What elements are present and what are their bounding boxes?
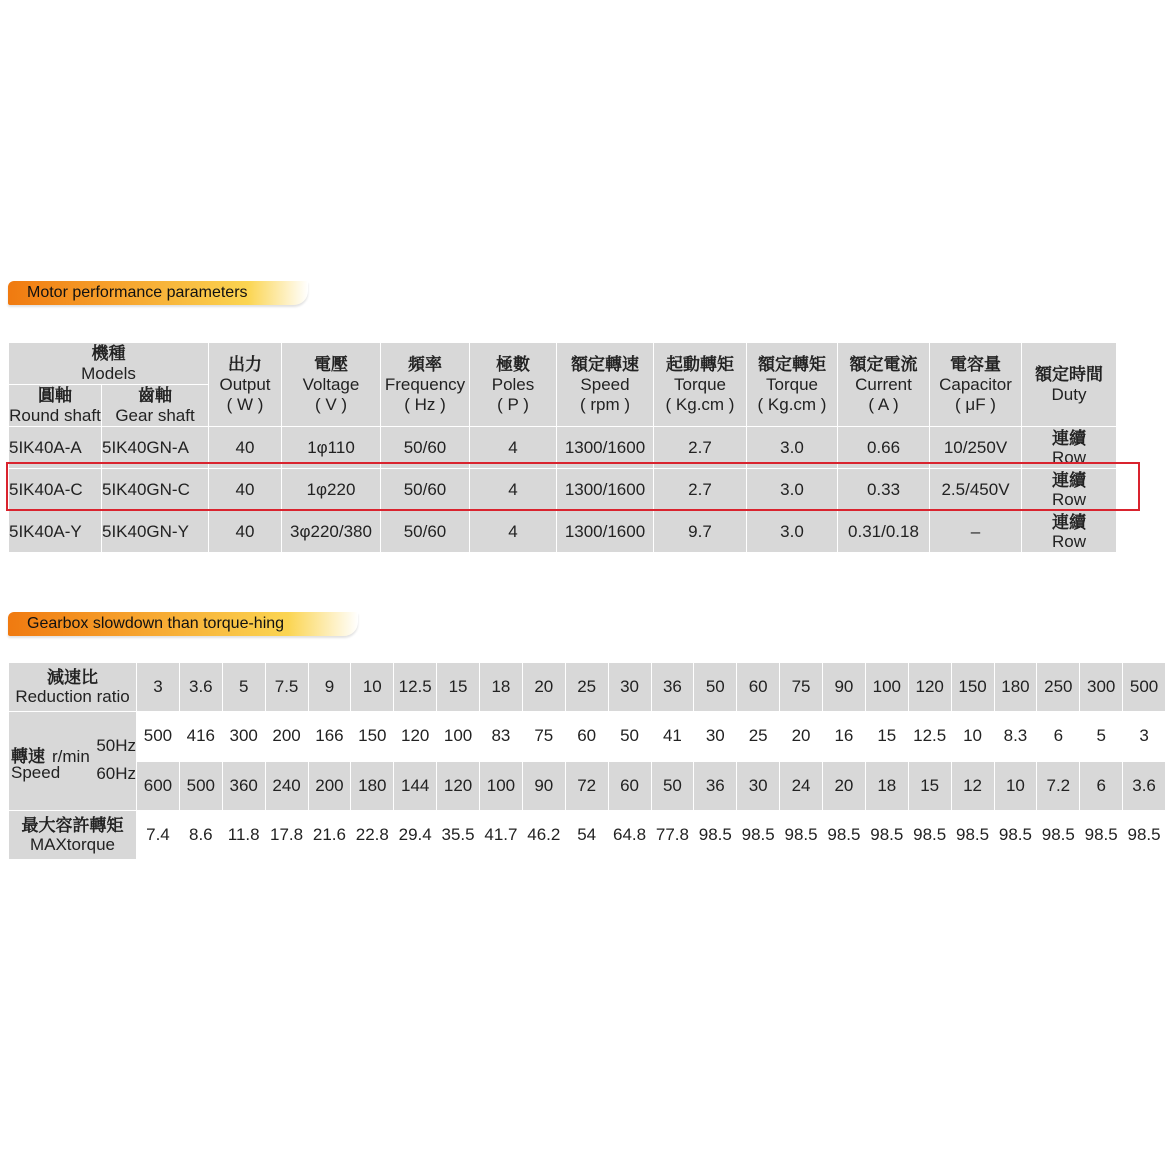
speed-60hz-cell: 10 (994, 761, 1037, 811)
table-row: 5IK40A-C 5IK40GN-C 40 1φ220 50/60 4 1300/1600 2.7 3.0 0.33 2.5/450V 連續 Row (9, 469, 1117, 511)
ratio-cell: 60 (737, 663, 780, 712)
ratio-cell: 75 (780, 663, 823, 712)
duty-cell: 連續 Row (1022, 427, 1117, 469)
speed-60hz-cell: 72 (565, 761, 608, 811)
speed-50hz-cell: 150 (351, 712, 394, 762)
torque-cell: 35.5 (437, 811, 480, 860)
speed-50hz-cell: 6 (1037, 712, 1080, 762)
capacitor-header: 電容量 Capacitor ( μF ) (930, 343, 1022, 427)
ratio-cell: 25 (565, 663, 608, 712)
rated-torque-header: 額定轉矩 Torque ( Kg.cm ) (747, 343, 838, 427)
ratio-cell: 100 (865, 663, 908, 712)
torque-label: 最大容許轉矩 MAXtorque (9, 811, 137, 860)
speed-50hz-cell: 300 (222, 712, 265, 762)
motor-parameters-table (8, 342, 1117, 553)
ratio-row (9, 663, 1166, 712)
ratio-cell: 12.5 (394, 663, 437, 712)
ratio-cell: 500 (1123, 663, 1166, 712)
speed-50hz-cell: 60 (565, 712, 608, 762)
gearbox-table (8, 662, 1166, 860)
duty-cell: 連續 Row (1022, 511, 1117, 553)
speed-60hz-cell: 100 (480, 761, 523, 811)
speed-60hz-cell: 120 (437, 761, 480, 811)
motor-section-title: Motor performance parameters (8, 281, 308, 305)
torque-cell: 11.8 (222, 811, 265, 860)
ratio-cell: 30 (608, 663, 651, 712)
ratio-cell: 300 (1080, 663, 1123, 712)
frequency-header: 頻率 Frequency ( Hz ) (381, 343, 470, 427)
torque-cell: 98.5 (1037, 811, 1080, 860)
speed-60hz-cell: 90 (522, 761, 565, 811)
speed-60hz-cell: 24 (780, 761, 823, 811)
duty-cell: 連續 Row (1022, 469, 1117, 511)
gear-shaft-model: 5IK40GN-C (102, 469, 209, 511)
round-shaft-model: 5IK40A-Y (9, 511, 102, 553)
speed-50hz-cell: 8.3 (994, 712, 1037, 762)
models-header: 機種 Models (9, 343, 209, 385)
poles-header: 極數 Poles ( P ) (470, 343, 557, 427)
ratio-label: 減速比 Reduction ratio (9, 663, 137, 712)
torque-cell: 17.8 (265, 811, 308, 860)
torque-cell: 98.5 (1080, 811, 1123, 860)
speed-60hz-cell: 50 (651, 761, 694, 811)
speed-50hz-cell: 416 (179, 712, 222, 762)
speed-50hz-cell: 25 (737, 712, 780, 762)
speed-60hz-cell: 60 (608, 761, 651, 811)
speed-60hz-cell: 20 (823, 761, 866, 811)
speed-50hz-cell: 15 (865, 712, 908, 762)
ratio-cell: 18 (480, 663, 523, 712)
speed-50hz-cell: 500 (137, 712, 180, 762)
torque-cell: 46.2 (522, 811, 565, 860)
speed-50hz-cell: 10 (951, 712, 994, 762)
ratio-cell: 180 (994, 663, 1037, 712)
gear-section-title: Gearbox slowdown than torque-hing (8, 612, 358, 636)
speed-label: 轉速 Speed r/min 50Hz 60Hz (9, 712, 137, 811)
speed-50hz-cell: 5 (1080, 712, 1123, 762)
speed-60hz-cell: 500 (179, 761, 222, 811)
speed-50hz-cell: 166 (308, 712, 351, 762)
gear-shaft-model: 5IK40GN-Y (102, 511, 209, 553)
table-row: 5IK40A-Y 5IK40GN-Y 40 3φ220/380 50/60 4 1300/1600 9.7 3.0 0.31/0.18 – 連續 Row (9, 511, 1117, 553)
speed-60hz-cell: 200 (308, 761, 351, 811)
ratio-cell: 250 (1037, 663, 1080, 712)
speed-60hz-cell: 144 (394, 761, 437, 811)
voltage-header: 電壓 Voltage ( V ) (282, 343, 381, 427)
torque-cell: 54 (565, 811, 608, 860)
torque-cell: 98.5 (737, 811, 780, 860)
torque-cell: 64.8 (608, 811, 651, 860)
speed-50hz-cell: 41 (651, 712, 694, 762)
speed-60hz-cell: 6 (1080, 761, 1123, 811)
speed-50hz-cell: 3 (1123, 712, 1166, 762)
torque-cell: 98.5 (865, 811, 908, 860)
torque-cell: 22.8 (351, 811, 394, 860)
speed-60hz-cell: 12 (951, 761, 994, 811)
ratio-cell: 15 (437, 663, 480, 712)
torque-cell: 77.8 (651, 811, 694, 860)
torque-cell: 98.5 (694, 811, 737, 860)
torque-cell: 41.7 (480, 811, 523, 860)
ratio-cell: 50 (694, 663, 737, 712)
speed-60hz-cell: 180 (351, 761, 394, 811)
speed-60hz-cell: 3.6 (1123, 761, 1166, 811)
current-header: 額定電流 Current ( A ) (838, 343, 930, 427)
torque-cell: 98.5 (780, 811, 823, 860)
torque-cell: 98.5 (908, 811, 951, 860)
round-shaft-header: 圓軸 Round shaft (9, 385, 101, 425)
ratio-cell: 3 (137, 663, 180, 712)
speed-60hz-cell: 600 (137, 761, 180, 811)
ratio-cell: 20 (522, 663, 565, 712)
speed-60hz-cell: 30 (737, 761, 780, 811)
ratio-cell: 120 (908, 663, 951, 712)
output-header: 出力 Output ( W ) (209, 343, 282, 427)
round-shaft-model: 5IK40A-C (9, 469, 102, 511)
ratio-cell: 150 (951, 663, 994, 712)
speed-50hz-cell: 16 (823, 712, 866, 762)
torque-cell: 21.6 (308, 811, 351, 860)
round-shaft-model: 5IK40A-A (9, 427, 102, 469)
table-row: 5IK40A-A 5IK40GN-A 40 1φ110 50/60 4 1300/1600 2.7 3.0 0.66 10/250V 連續 Row (9, 427, 1117, 469)
ratio-cell: 3.6 (179, 663, 222, 712)
torque-cell: 98.5 (1123, 811, 1166, 860)
speed-60hz-cell: 7.2 (1037, 761, 1080, 811)
ratio-cell: 90 (823, 663, 866, 712)
torque-cell: 98.5 (951, 811, 994, 860)
torque-cell: 7.4 (137, 811, 180, 860)
speed-50hz-cell: 120 (394, 712, 437, 762)
ratio-cell: 7.5 (265, 663, 308, 712)
speed-50hz-cell: 20 (780, 712, 823, 762)
speed-60hz-cell: 15 (908, 761, 951, 811)
ratio-cell: 36 (651, 663, 694, 712)
speed-60hz-cell: 360 (222, 761, 265, 811)
speed-50hz-cell: 200 (265, 712, 308, 762)
speed-50hz-cell: 100 (437, 712, 480, 762)
torque-cell: 98.5 (823, 811, 866, 860)
gear-shaft-model: 5IK40GN-A (102, 427, 209, 469)
speed-50hz-cell: 30 (694, 712, 737, 762)
ratio-cell: 9 (308, 663, 351, 712)
torque-cell: 98.5 (994, 811, 1037, 860)
speed-60hz-cell: 240 (265, 761, 308, 811)
speed-60hz-row (9, 761, 1166, 811)
speed-50hz-cell: 12.5 (908, 712, 951, 762)
speed-60hz-cell: 18 (865, 761, 908, 811)
speed-header: 額定轉速 Speed ( rpm ) (557, 343, 654, 427)
speed-60hz-cell: 36 (694, 761, 737, 811)
speed-50hz-cell: 50 (608, 712, 651, 762)
torque-cell: 29.4 (394, 811, 437, 860)
ratio-cell: 10 (351, 663, 394, 712)
start-torque-header: 起動轉矩 Torque ( Kg.cm ) (654, 343, 747, 427)
duty-header: 額定時間 Duty (1022, 343, 1117, 427)
gear-shaft-header: 齒軸 Gear shaft (102, 385, 209, 427)
speed-50hz-row (9, 712, 1166, 762)
torque-cell: 8.6 (179, 811, 222, 860)
speed-50hz-cell: 75 (522, 712, 565, 762)
max-torque-row (9, 811, 1166, 860)
ratio-cell: 5 (222, 663, 265, 712)
speed-50hz-cell: 83 (480, 712, 523, 762)
